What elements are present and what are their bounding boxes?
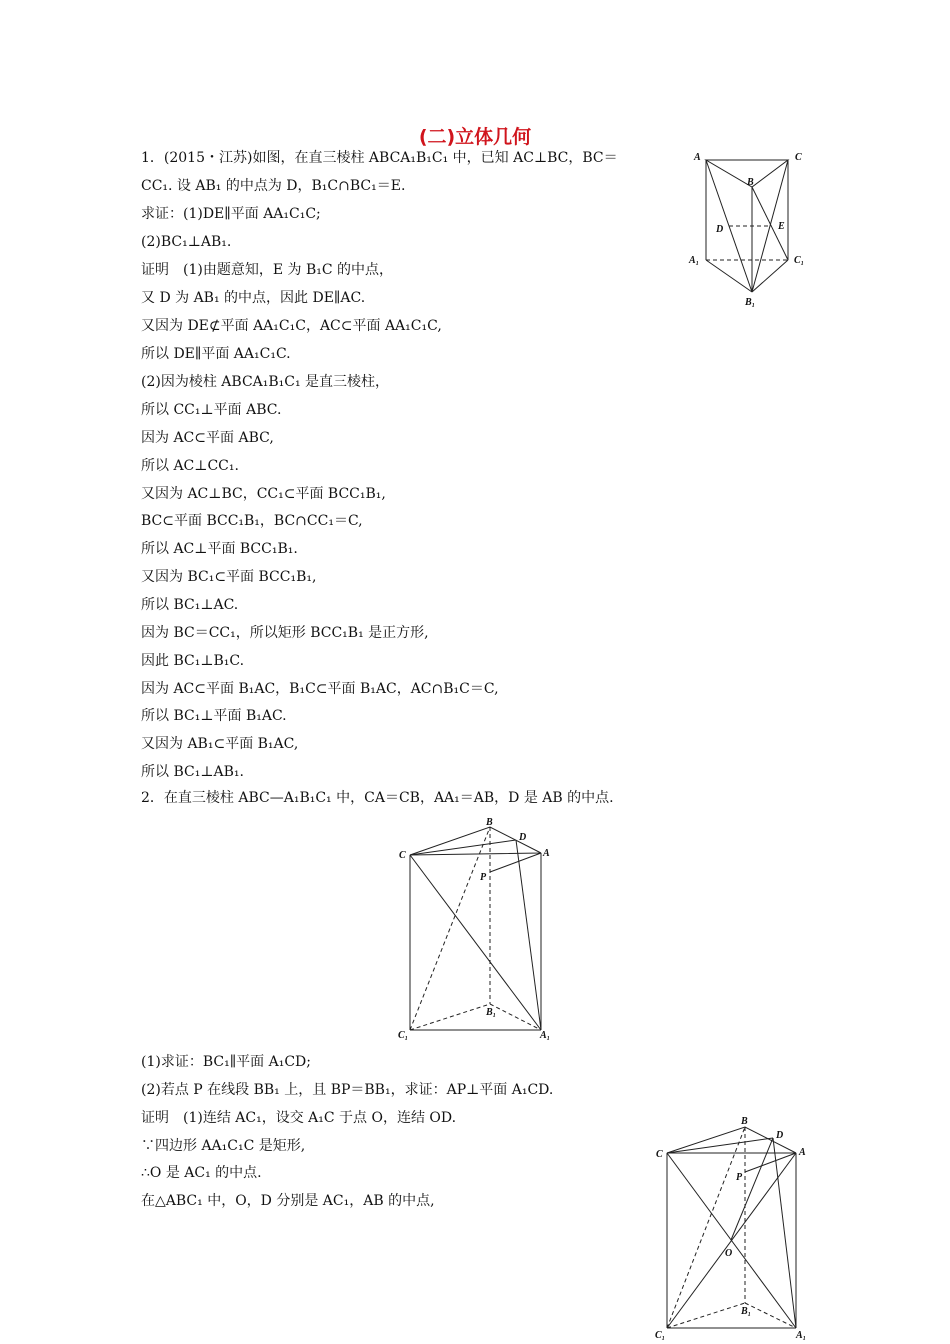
- problem1-proof-line: 所以 BC₁⊥AB₁.: [141, 764, 244, 780]
- figure-label-C: C: [399, 850, 406, 861]
- figure-label-C1: C₁: [655, 1330, 666, 1341]
- figure-edge-B1A1: [490, 1004, 541, 1030]
- problem1-proof-line: 因此 BC₁⊥B₁C.: [141, 653, 245, 669]
- figure-label-C: C: [656, 1149, 663, 1160]
- problem1-prove-1: 求证：(1)DE∥平面 AA₁C₁C;: [141, 206, 321, 222]
- figure-edge-C1B1: [667, 1303, 745, 1328]
- figure-line-C1B: [667, 1127, 745, 1328]
- problem1-proof-line: 又因为 AB₁⊂平面 B₁AC,: [141, 736, 299, 752]
- figure-edge-A1B1: [706, 260, 752, 292]
- problem1-proof-line: (2)因为棱柱 ABCA₁B₁C₁ 是直三棱柱，: [141, 374, 390, 390]
- figure-label-A: A: [694, 152, 701, 163]
- problem1-proof-line: 所以 AC⊥平面 BCC₁B₁.: [141, 541, 298, 557]
- figure-line-CD: [667, 1138, 773, 1153]
- figure-label-B: B: [741, 1116, 748, 1127]
- figure-label-E: E: [778, 221, 785, 232]
- figure-label-A: A: [799, 1147, 806, 1158]
- figure-line-AP: [745, 1153, 796, 1172]
- figure-label-B1: B₁: [486, 1007, 497, 1018]
- problem1-proof-line: 证明 (1)由题意知，E 为 B₁C 的中点，: [141, 262, 394, 278]
- figure-label-B: B: [747, 177, 754, 188]
- figure-label-P: P: [736, 1172, 743, 1183]
- figure-line-DA1: [773, 1138, 796, 1328]
- figure-label-D: D: [776, 1130, 784, 1141]
- figure-label-B: B: [486, 817, 493, 828]
- problem1-proof-line: 因为 AC⊂平面 ABC,: [141, 430, 274, 446]
- figure-edge-B1A1: [745, 1303, 796, 1328]
- problem1-proof-line: 又因为 BC₁⊂平面 BCC₁B₁,: [141, 569, 317, 585]
- problem2-prism-figure-with-O: [650, 1110, 820, 1344]
- problem1-prove-2: (2)BC₁⊥AB₁.: [141, 234, 232, 250]
- problem2-proof-line: 在△ABC₁ 中，O，D 分别是 AC₁，AB 的中点,: [141, 1193, 435, 1209]
- figure-label-B1: B₁: [741, 1306, 752, 1317]
- figure-label-A1: A₁: [796, 1330, 807, 1341]
- problem2-prism-figure: [395, 815, 560, 1045]
- problem2-question1: (1)求证：BC₁∥平面 A₁CD;: [141, 1054, 311, 1070]
- figure-label-P: P: [480, 872, 487, 883]
- problem1-proof-line: 所以 BC₁⊥AC.: [141, 597, 239, 613]
- problem2-proof-line: 证明 (1)连结 AC₁，设交 A₁C 于点 O，连结 OD.: [141, 1110, 457, 1126]
- figure-edge-C1B1: [410, 1004, 490, 1030]
- problem1-proof-line: 所以 AC⊥CC₁.: [141, 458, 239, 474]
- problem1-proof-line: 又因为 AC⊥BC，CC₁⊂平面 BCC₁B₁,: [141, 486, 386, 502]
- problem1-proof-line: 所以 BC₁⊥平面 B₁AC.: [141, 708, 287, 724]
- problem1-proof-line: 又 D 为 AB₁ 的中点，因此 DE∥AC.: [141, 290, 366, 306]
- figure-label-D: D: [716, 224, 724, 235]
- problem2-statement: 2．在直三棱柱 ABC—A₁B₁C₁ 中，CA＝CB，AA₁＝AB，D 是 AB 的中点.: [141, 790, 614, 806]
- figure-label-O: O: [725, 1248, 733, 1259]
- problem2-proof-line: ∴O 是 AC₁ 的中点.: [141, 1165, 262, 1181]
- problem2-proof-line: ∵四边形 AA₁C₁C 是矩形,: [141, 1138, 306, 1154]
- figure-line-C1B: [410, 827, 490, 1030]
- problem1-proof-line: 又因为 DE⊄平面 AA₁C₁C，AC⊂平面 AA₁C₁C,: [141, 318, 442, 334]
- figure-label-B1: B₁: [745, 297, 756, 308]
- figure-line-AP: [490, 853, 541, 872]
- problem1-proof-line: BC⊂平面 BCC₁B₁，BC∩CC₁＝C,: [141, 513, 363, 529]
- figure-label-C: C: [795, 152, 802, 163]
- figure-line-CD: [410, 840, 516, 855]
- problem1-proof-line: 因为 BC＝CC₁，所以矩形 BCC₁B₁ 是正方形,: [141, 625, 429, 641]
- figure-label-D: D: [519, 832, 527, 843]
- problem1-proof-line: 因为 AC⊂平面 B₁AC，B₁C⊂平面 B₁AC，AC∩B₁C＝C,: [141, 681, 499, 697]
- problem2-question2: (2)若点 P 在线段 BB₁ 上，且 BP＝BB₁，求证：AP⊥平面 A₁CD.: [141, 1082, 554, 1098]
- problem1-proof-line: 所以 DE∥平面 AA₁C₁C.: [141, 346, 291, 362]
- figure-label-A1: A₁: [540, 1030, 551, 1041]
- figure-label-C1: C₁: [398, 1030, 409, 1041]
- problem1-prism-figure: [690, 148, 810, 308]
- figure-label-A: A: [543, 848, 550, 859]
- figure-edge-C1B1: [752, 260, 788, 292]
- problem1-statement-line2: CC₁. 设 AB₁ 的中点为 D，B₁C∩BC₁＝E.: [141, 178, 406, 194]
- figure-label-C1: C₁: [794, 255, 805, 266]
- figure-label-A1: A₁: [689, 255, 700, 266]
- problem1-proof-line: 所以 CC₁⊥平面 ABC.: [141, 402, 282, 418]
- page-title: (二)立体几何: [418, 126, 532, 148]
- problem1-statement-line1: 1．(2015・江苏)如图，在直三棱柱 ABCA₁B₁C₁ 中，已知 AC⊥BC，BC＝: [141, 150, 618, 166]
